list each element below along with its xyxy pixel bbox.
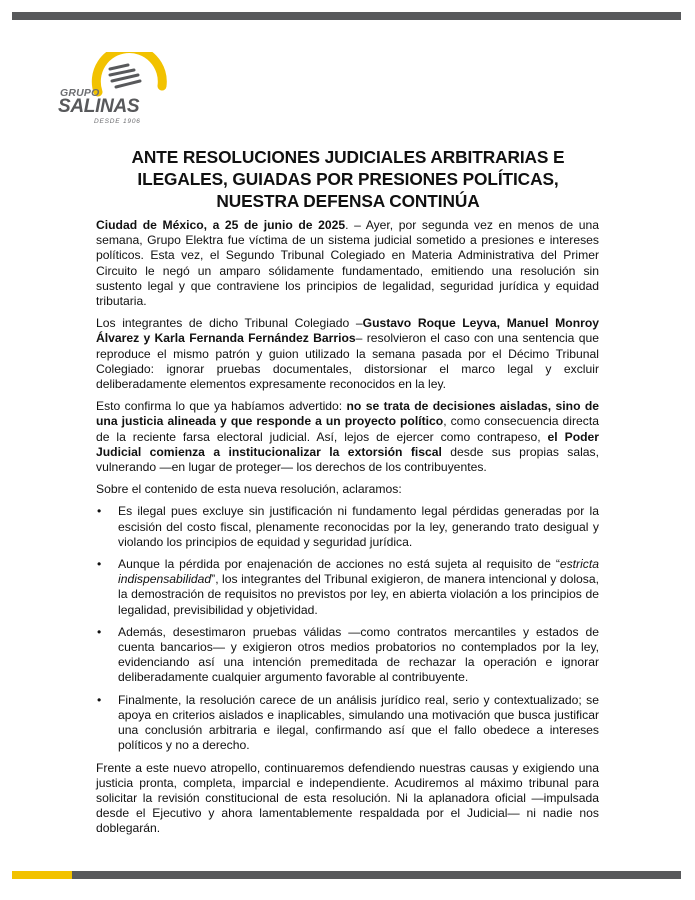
list-item-text: ”, los integrantes del Tribunal exigieron, de manera intencional y dolosa, la demostración de requisitos no previstos por ley, en abierta violación a los principios de legalidad, previsibilidad y objetividad. xyxy=(118,572,599,617)
list-item xyxy=(96,693,599,754)
title-line-2: ILEGALES, GUIADAS POR PRESIONES POLÍTICAS, xyxy=(137,169,559,189)
paragraph-2-text: – resolvieron el caso con una sentencia que reproduce el mismo patrón y guion utilizado la semana pasada por el Décimo Tribunal Colegiado: ignorar pruebas documentales, distorsionar el marco legal y excluir deliberadamente elementos expresamente reconocidos en la ley. xyxy=(96,331,599,392)
paragraph-3-emphasis-1: no se trata de decisiones aisladas, sino de una justicia alineada y que responde a un proyecto político xyxy=(96,399,600,429)
paragraph-5: Frente a este nuevo atropello, continuaremos defendiendo nuestras causas y exigiendo una justicia pronta, completa, imparcial e independiente. Acudiremos al máximo tribunal para solicitar la revisión constitucional de esta resolución. Ni la aplanadora oficial —impulsada desde el Ejecutivo y ahora lamentablemente respaldada por el Judicial— ni nadie nos doblegarán. xyxy=(96,760,599,836)
paragraph-2 xyxy=(96,316,599,392)
bullet-icon: • xyxy=(97,504,102,519)
title-line-3: NUESTRA DEFENSA CONTINÚA xyxy=(216,191,480,211)
list-item-italic: estricta indispensabilidad xyxy=(118,557,599,587)
paragraph-1 xyxy=(96,218,599,309)
page-title xyxy=(60,146,636,212)
list-item-text: Finalmente, la resolución carece de un análisis jurídico real, serio y contextualizado; se apoya en criterios aislados e inaplicables, simulando una motivación que busca justificar una conclusión arbitraria e ilegal, confirmando así que el fallo obedece a intereses políticos y no a derecho. xyxy=(118,692,599,753)
logo-desde-text: DESDE 1906 xyxy=(94,118,141,125)
paragraph-2-intro: Los integrantes de dicho Tribunal Colegiado – xyxy=(96,316,363,331)
bottom-rule xyxy=(12,871,681,879)
press-release-body xyxy=(96,218,599,844)
logo-grupo-text: GRUPO xyxy=(60,87,100,99)
dateline: Ciudad de México, a 25 de junio de 2025 xyxy=(96,218,346,232)
bullet-icon: • xyxy=(97,557,102,572)
list-item xyxy=(96,504,599,550)
bottom-rule-bar xyxy=(72,871,681,879)
grupo-salinas-logo xyxy=(58,52,176,126)
list-item-text: Es ilegal pues excluye sin justificación ni fundamento legal pérdidas generadas por la escisión del costo fiscal, plenamente reconocidas por la ley, generando trato desigual y violando los principios de equidad y seguridad jurídica. xyxy=(118,504,599,549)
list-item xyxy=(96,557,599,618)
bullet-icon: • xyxy=(97,692,102,707)
title-line-1: ANTE RESOLUCIONES JUDICIALES ARBITRARIAS E xyxy=(131,147,565,167)
bottom-rule-accent xyxy=(12,871,72,879)
paragraph-3-end: desde sus propias salas, vulnerando —en lugar de proteger— los derechos de los contribuyentes. xyxy=(96,444,599,475)
logo-salinas-text: SALINAS xyxy=(58,96,140,117)
paragraph-4: Sobre el contenido de esta nueva resolución, aclaramos: xyxy=(96,482,402,497)
bullet-icon: • xyxy=(97,624,102,639)
list-item-text: Aunque la pérdida por enajenación de acciones no está sujeta al requisito de “ xyxy=(118,557,560,572)
bullet-list xyxy=(96,504,599,753)
judge-names: Gustavo Roque Leyva, Manuel Monroy Álvarez y Karla Fernanda Fernández Barrios xyxy=(96,316,600,346)
list-item-text: Además, desestimaron pruebas válidas —como contratos mercantiles y estados de cuenta bancarios— y exigieron otros medios probatorios no contemplados por la ley, evidenciando así una intención premeditada de rechazar la operación e ignorar deliberadamente cualquier argumento favorable al contribuyente. xyxy=(118,624,599,685)
paragraph-3-intro: Esto confirma lo que ya habíamos advertido: xyxy=(96,399,347,414)
paragraph-3-middle: , como consecuencia directa de la reciente farsa electoral judicial. Así, lejos de ejercer como contrapeso, xyxy=(96,414,599,444)
top-rule xyxy=(12,12,681,20)
paragraph-3 xyxy=(96,399,599,475)
paragraph-1-text: . – Ayer, por segunda vez en menos de una semana, Grupo Elektra fue víctima de un sistema judicial sometido a presiones e intereses políticos. Esta vez, el Segundo Tribunal Colegiado en Materia Administrativa del Primer Circuito le negó un amparo sólidamente fundamentado, emitiendo una resolución sin sustento legal y que contraviene los principios de legalidad, seguridad jurídica y equidad tributaria. xyxy=(96,218,599,309)
paragraph-3-emphasis-2: el Poder Judicial comienza a institucionalizar la extorsión fiscal xyxy=(96,429,600,459)
list-item xyxy=(96,625,599,686)
